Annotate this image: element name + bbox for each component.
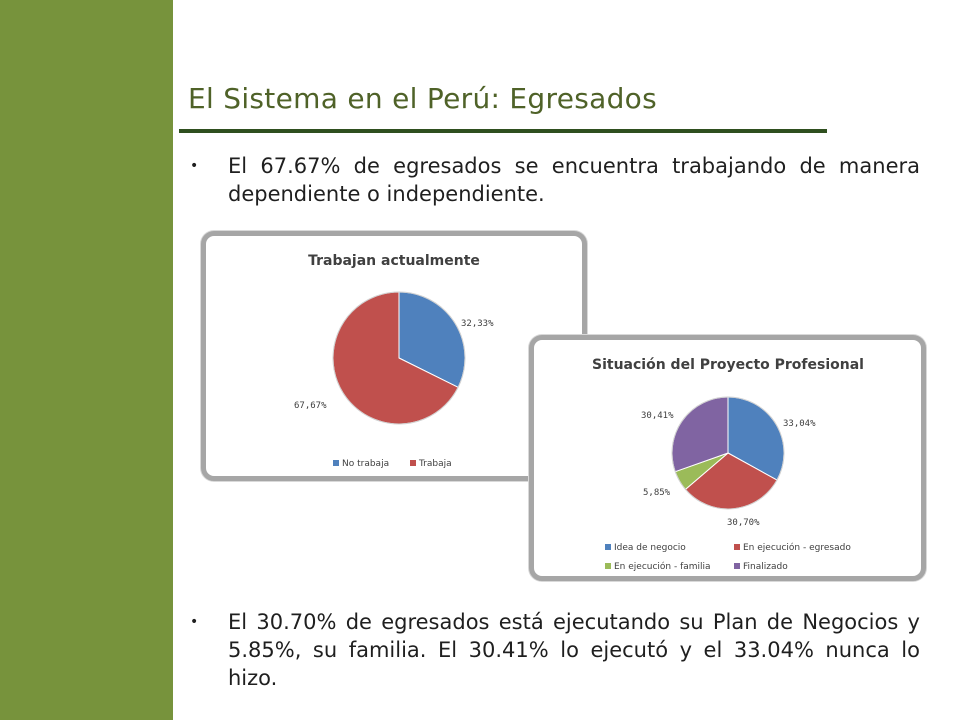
data-label-trabaja: 67,67% — [294, 401, 327, 411]
data-label-ejecucion-egresado: 30,70% — [727, 518, 760, 528]
data-label-ejecucion-familia: 5,85% — [643, 488, 671, 498]
legend-label-idea-de-negocio: Idea de negocio — [614, 543, 686, 553]
pie-plot — [672, 397, 784, 509]
legend-label-ejecucion-egresado: En ejecución - egresado — [743, 543, 851, 553]
green-sidebar — [0, 0, 173, 720]
pie-plot — [333, 292, 465, 424]
bullet-dot-icon: • — [190, 614, 199, 630]
bullet-project-status — [190, 608, 920, 692]
chart-2-svg — [534, 340, 921, 576]
legend-swatch-ejecucion-egresado — [734, 544, 740, 550]
chart-1-svg — [206, 236, 582, 476]
legend-label-ejecucion-familia: En ejecución - familia — [614, 562, 711, 572]
data-label-finalizado: 30,41% — [641, 411, 674, 421]
legend-swatch-no-trabaja — [333, 460, 339, 466]
data-label-no-trabaja: 32,33% — [461, 319, 494, 329]
legend-label-finalizado: Finalizado — [743, 562, 788, 572]
slide-title: El Sistema en el Perú: Egresados — [188, 82, 657, 115]
bullet-text: El 67.67% de egresados se encuentra trabajando de manera dependiente o independiente. — [228, 154, 920, 206]
legend-swatch-ejecucion-familia — [605, 563, 611, 569]
bullet-text: El 30.70% de egresados está ejecutando su Plan de Negocios y 5.85%, su familia. El 30.41% lo ejecutó y el 33.04% nunca lo hizo. — [228, 610, 920, 690]
data-label-idea-de-negocio: 33,04% — [783, 419, 816, 429]
legend-label-trabaja: Trabaja — [419, 459, 452, 469]
chart-situacion-proyecto — [529, 335, 926, 581]
legend-swatch-finalizado — [734, 563, 740, 569]
chart-title: Situación del Proyecto Profesional — [592, 357, 864, 373]
legend-swatch-idea-de-negocio — [605, 544, 611, 550]
chart-title: Trabajan actualmente — [308, 253, 480, 269]
bullet-dot-icon: • — [190, 158, 199, 174]
title-underline — [179, 129, 827, 133]
legend-swatch-trabaja — [410, 460, 416, 466]
legend-label-no-trabaja: No trabaja — [342, 459, 390, 469]
bullet-employment — [190, 152, 920, 208]
